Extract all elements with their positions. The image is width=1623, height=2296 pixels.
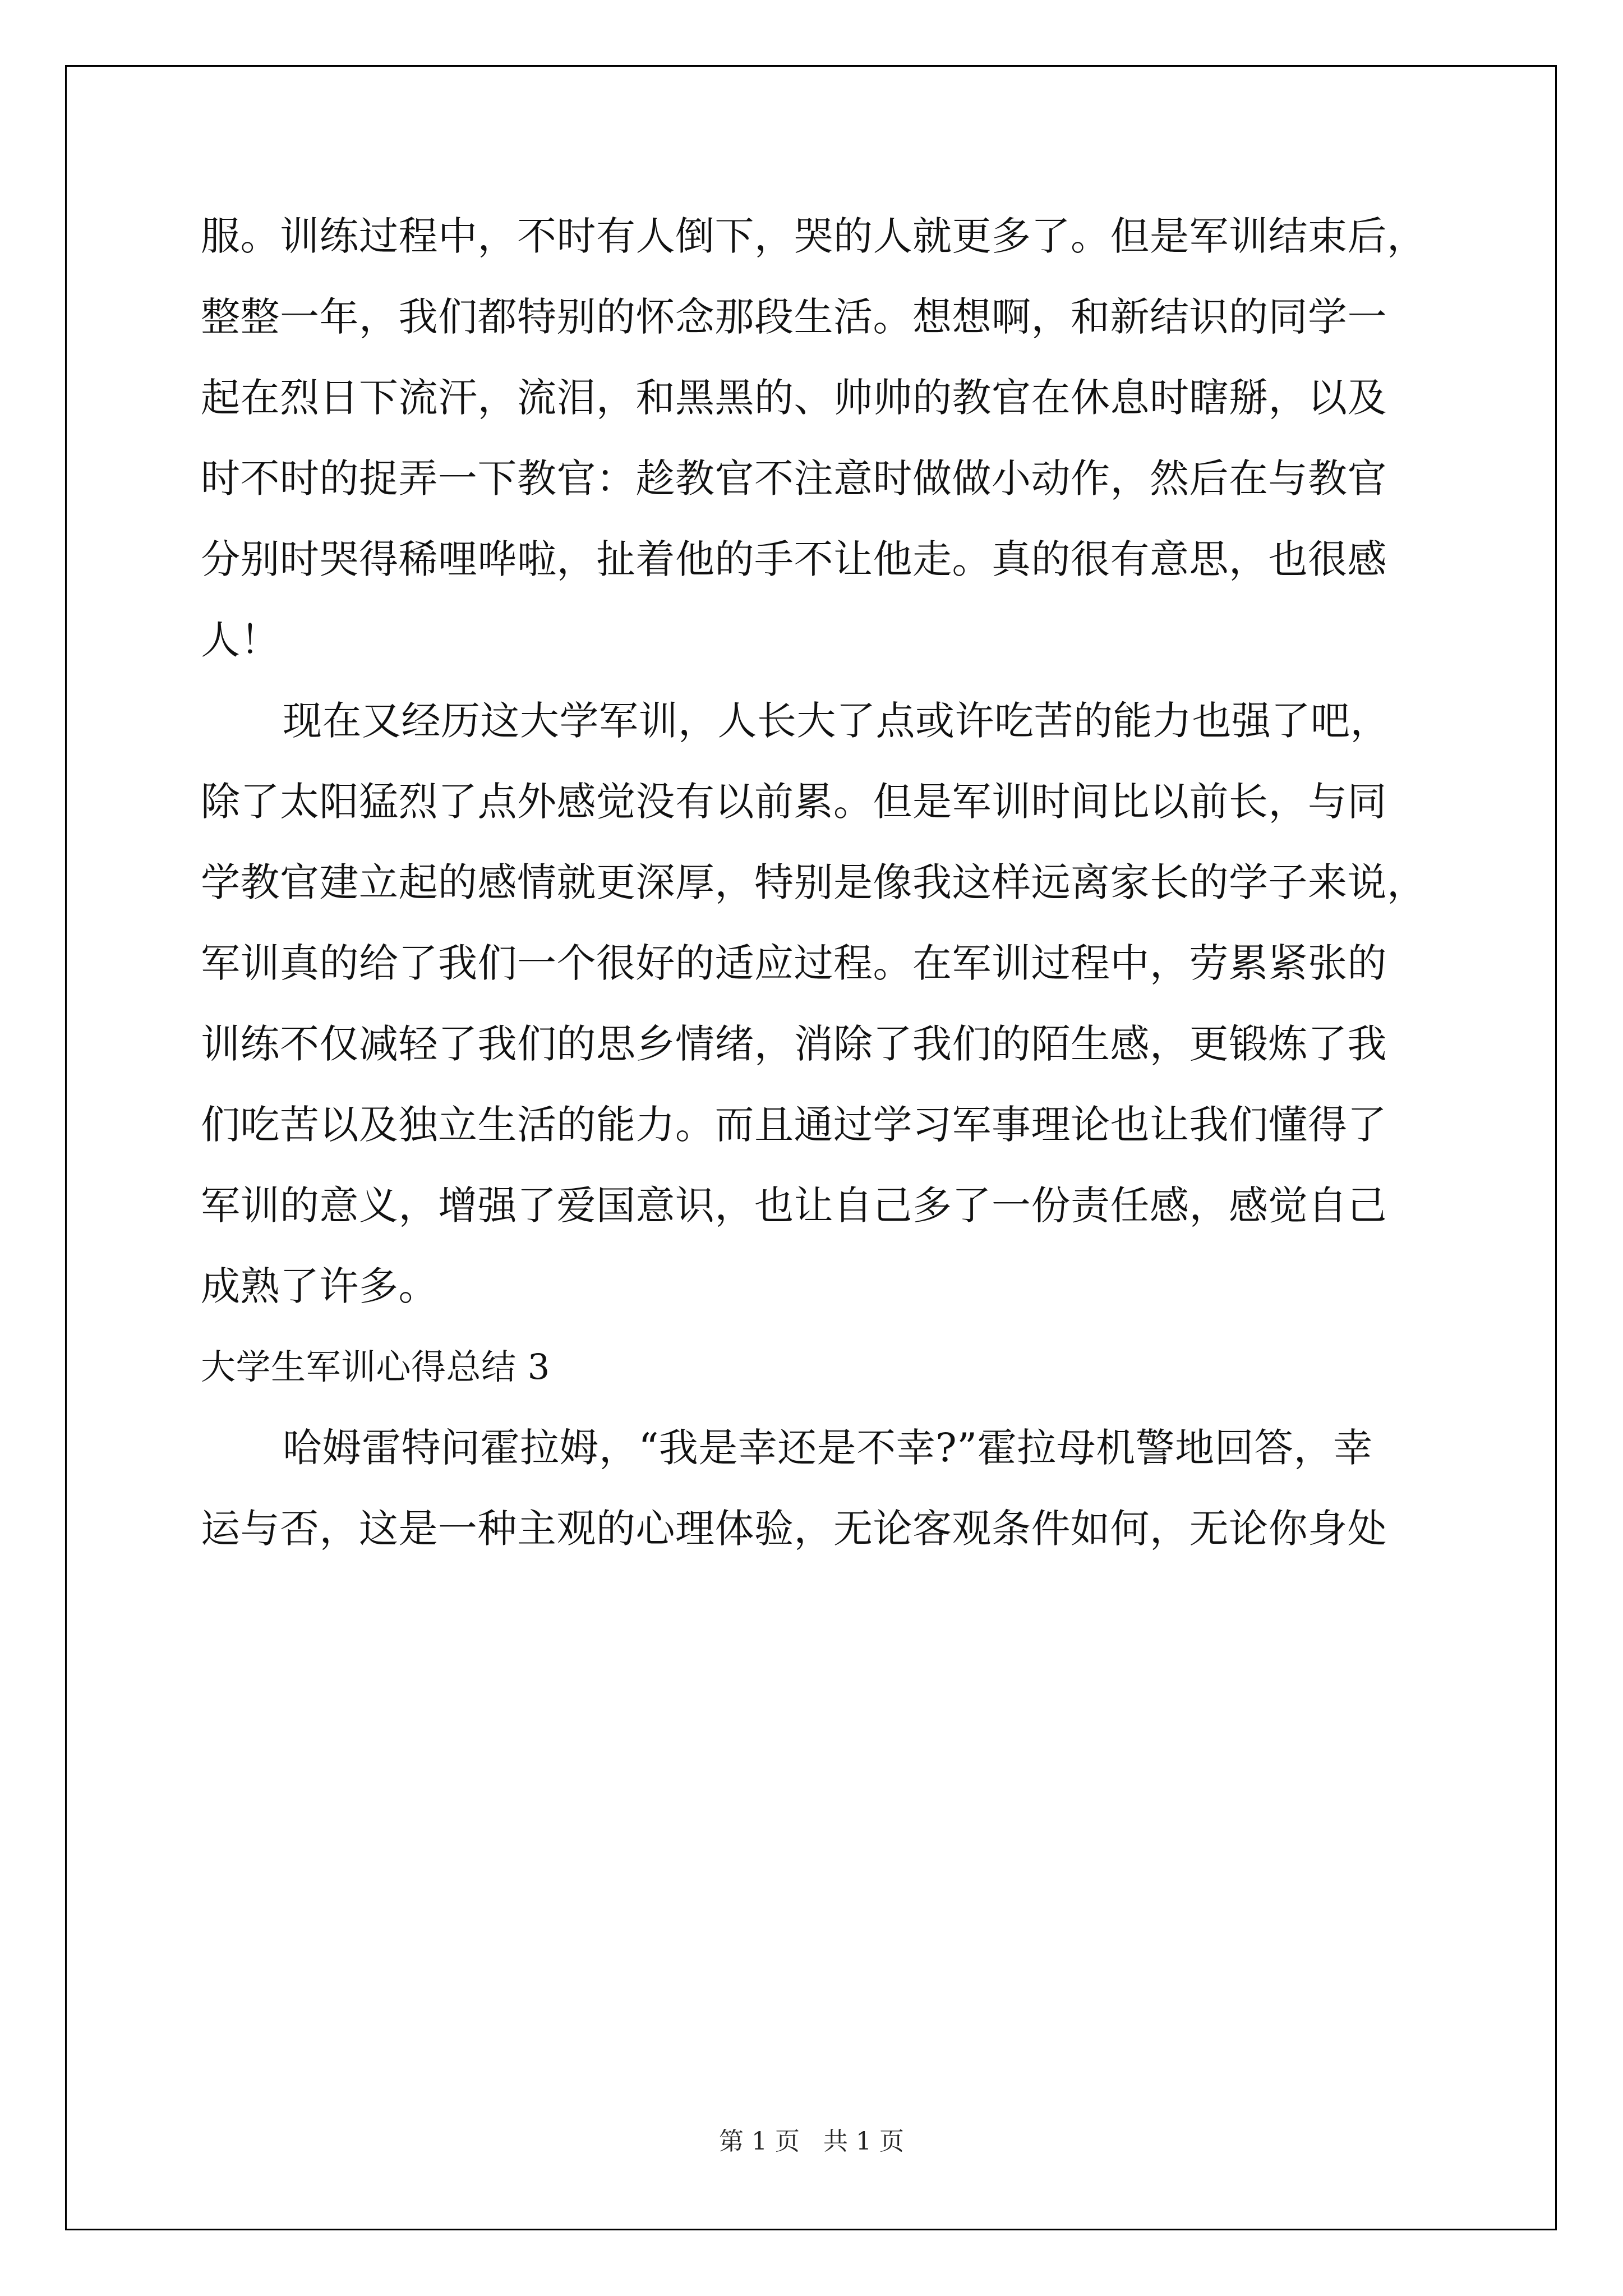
body-text-line: 起在烈日下流汗，流泪，和黑黑的、帅帅的教官在休息时瞎掰，以及 <box>201 375 1387 421</box>
body-text-line: 军训真的给了我们一个很好的适应过程。在军训过程中，劳累紧张的 <box>201 940 1387 986</box>
body-text-line: 时不时的捉弄一下教官：趁教官不注意时做做小动作，然后在与教官 <box>201 455 1387 501</box>
body-text-line: 训练不仅减轻了我们的思乡情绪，消除了我们的陌生感，更锻炼了我 <box>201 1021 1387 1067</box>
body-text-line: 现在又经历这大学军训，人长大了点或许吃苦的能力也强了吧， <box>283 698 1390 744</box>
body-text-line: 军训的意义，增强了爱国意识，也让自己多了一份责任感，感觉自己 <box>201 1182 1387 1228</box>
body-text-line: 整整一年，我们都特别的怀念那段生活。想想啊，和新结识的同学一 <box>201 294 1387 340</box>
page-number-footer: 第 1 页 共 1 页 <box>719 2127 904 2156</box>
body-text-line: 成熟了许多。 <box>201 1263 438 1309</box>
body-text-line: 人！ <box>201 617 280 663</box>
body-text-line: 们吃苦以及独立生活的能力。而且通过学习军事理论也让我们懂得了 <box>201 1102 1387 1148</box>
section-heading: 大学生军训心得总结 3 <box>201 1346 550 1387</box>
body-text-line: 分别时哭得稀哩哗啦，扯着他的手不让他走。真的很有意思，也很感 <box>201 536 1387 582</box>
body-text-line: 哈姆雷特问霍拉姆，“我是幸还是不幸?”霍拉母机警地回答，幸 <box>283 1425 1373 1471</box>
body-text-line: 运与否，这是一种主观的心理体验，无论客观条件如何，无论你身处 <box>201 1506 1387 1552</box>
body-text-line: 学教官建立起的感情就更深厚，特别是像我这样远离家长的学子来说， <box>201 859 1427 905</box>
body-text-line: 服。训练过程中，不时有人倒下，哭的人就更多了。但是军训结束后， <box>201 213 1427 259</box>
body-text-line: 除了太阳猛烈了点外感觉没有以前累。但是军训时间比以前长，与同 <box>201 779 1387 825</box>
